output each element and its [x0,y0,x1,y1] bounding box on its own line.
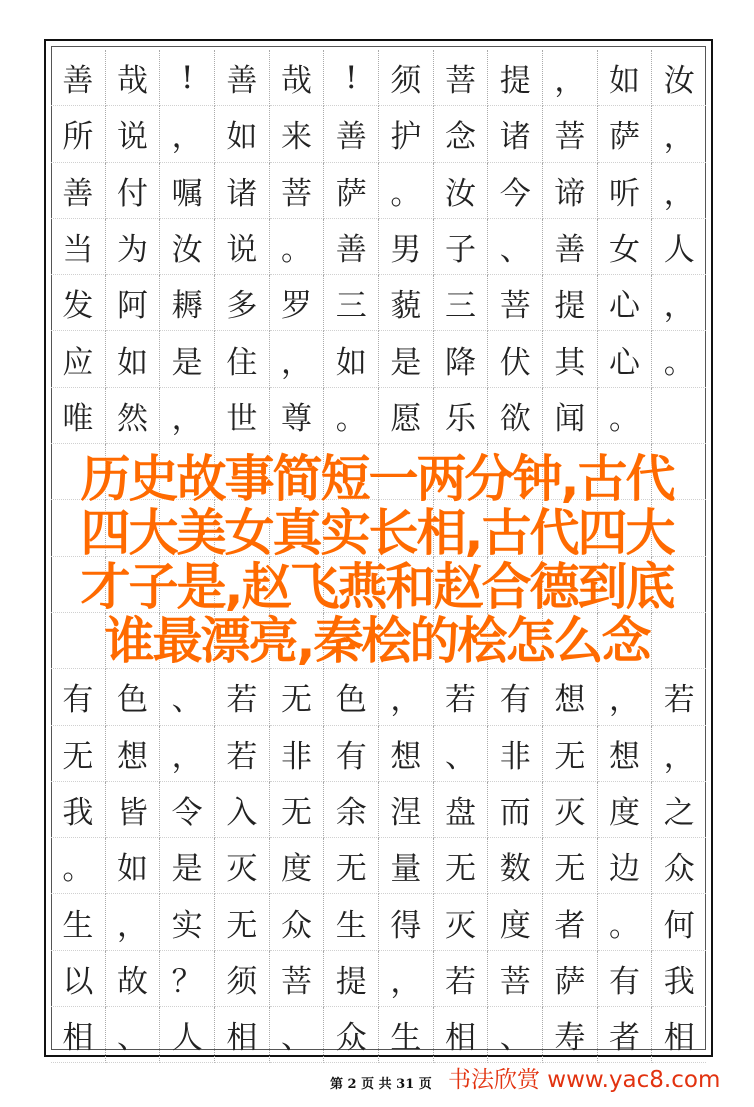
grid-cell: 涅 [379,782,434,838]
grid-row [51,163,706,219]
grid-cell: 而 [488,782,543,838]
grid-cell: 无 [215,894,270,950]
grid-cell: 皆 [106,782,161,838]
grid-cell: 善 [51,50,106,106]
grid-row [51,669,706,725]
grid-cell: 诸 [215,163,270,219]
grid-cell: 尊 [270,388,325,444]
grid-cell: 我 [652,951,706,1007]
grid-cell: ， [652,163,706,219]
grid-row [51,331,706,387]
grid-cell: 善 [543,219,598,275]
grid-cell: 说 [106,106,161,162]
title-line-4: 谁最漂亮,秦桧的桧怎么念 [104,612,650,670]
grid-row [51,782,706,838]
grid-cell: 付 [106,163,161,219]
grid-cell: 若 [652,669,706,725]
grid-cell: 想 [543,669,598,725]
grid-cell: 然 [106,388,161,444]
grid-cell: 、 [160,669,215,725]
grid-cell: 护 [379,106,434,162]
grid-cell: 者 [543,894,598,950]
grid-row [51,388,706,444]
grid-cell: 愿 [379,388,434,444]
grid-cell: 。 [379,163,434,219]
grid-cell: ， [379,669,434,725]
grid-cell: 如 [106,331,161,387]
grid-cell: 如 [598,50,653,106]
grid-cell: 多 [215,275,270,331]
grid-cell: ， [652,275,706,331]
grid-cell: 菩 [488,275,543,331]
grid-cell: 相 [652,1007,706,1063]
grid-cell: 众 [652,838,706,894]
grid-cell: ， [270,331,325,387]
grid-row [51,50,706,106]
grid-cell: 萨 [598,106,653,162]
grid-cell: 阿 [106,275,161,331]
grid-cell: 闻 [543,388,598,444]
grid-cell: 善 [51,163,106,219]
page-number: 第 2 页 共 31 页 [330,1077,432,1092]
grid-cell: 灭 [434,894,489,950]
grid-cell: 乐 [434,388,489,444]
grid-cell: 生 [379,1007,434,1063]
grid-cell: 是 [160,331,215,387]
grid-cell: 当 [51,219,106,275]
site-watermark: 书法欣赏 www.yac8.com [448,1067,721,1093]
grid-cell: 菩 [270,951,325,1007]
grid-cell: 若 [215,726,270,782]
grid-cell: 哉 [106,50,161,106]
grid-cell: 男 [379,219,434,275]
grid-cell: 盘 [434,782,489,838]
grid-row [51,219,706,275]
grid-cell: 心 [598,331,653,387]
grid-cell: ， [160,388,215,444]
grid-cell: 色 [324,669,379,725]
grid-cell: 菩 [488,951,543,1007]
grid-cell: 之 [652,782,706,838]
grid-cell: 人 [160,1007,215,1063]
grid-row [51,106,706,162]
grid-cell: 说 [215,219,270,275]
grid-cell: 汝 [160,219,215,275]
grid-cell: 菩 [270,163,325,219]
grid-cell: 女 [598,219,653,275]
grid-cell: 汝 [652,50,706,106]
grid-cell: 有 [598,951,653,1007]
grid-cell: 世 [215,388,270,444]
grid-cell: ， [652,726,706,782]
grid-cell: 度 [270,838,325,894]
grid-cell: 数 [488,838,543,894]
grid-cell: 寿 [543,1007,598,1063]
grid-cell: 须 [215,951,270,1007]
grid-cell: 萨 [543,951,598,1007]
grid-cell: 边 [598,838,653,894]
grid-cell: 善 [215,50,270,106]
grid-cell: 非 [270,726,325,782]
grid-cell: 生 [324,894,379,950]
grid-cell: 若 [434,951,489,1007]
grid-cell: 余 [324,782,379,838]
grid-cell: 如 [215,106,270,162]
grid-cell: 想 [106,726,161,782]
grid-cell: 心 [598,275,653,331]
grid-cell: 嘱 [160,163,215,219]
grid-row [51,275,706,331]
grid-cell: 、 [488,219,543,275]
grid-cell: 无 [324,838,379,894]
grid-cell: 罗 [270,275,325,331]
grid-row [51,838,706,894]
grid-cell: 提 [324,951,379,1007]
grid-cell: 人 [652,219,706,275]
title-line-1: 历史故事简短一两分钟,古代 [80,450,674,508]
grid-cell: 以 [51,951,106,1007]
grid-cell: 菩 [434,50,489,106]
grid-cell: 降 [434,331,489,387]
grid-cell: 听 [598,163,653,219]
grid-cell: 所 [51,106,106,162]
grid-cell: ， [106,894,161,950]
grid-cell: 想 [598,726,653,782]
grid-cell: 无 [51,726,106,782]
grid-cell: ， [543,50,598,106]
grid-cell: 有 [488,669,543,725]
grid-cell: 。 [598,388,653,444]
grid-cell: 应 [51,331,106,387]
grid-cell: 想 [379,726,434,782]
grid-row [51,1007,706,1063]
grid-cell: 子 [434,219,489,275]
grid-cell: 善 [324,106,379,162]
grid-cell: 有 [51,669,106,725]
article-title-overlay [0,452,754,668]
grid-cell: 发 [51,275,106,331]
grid-cell: ， [652,106,706,162]
grid-cell: 是 [160,838,215,894]
grid-cell [652,388,706,444]
grid-cell: ， [160,726,215,782]
grid-cell: ， [379,951,434,1007]
grid-cell: ! [324,50,379,106]
grid-cell: 故 [106,951,161,1007]
grid-cell: 相 [215,1007,270,1063]
grid-cell: 入 [215,782,270,838]
grid-row [51,894,706,950]
grid-cell: 我 [51,782,106,838]
grid-cell: 来 [270,106,325,162]
grid-cell: 。 [324,388,379,444]
grid-cell: 提 [543,275,598,331]
grid-cell: 善 [324,219,379,275]
grid-cell: 非 [488,726,543,782]
grid-cell: 无 [434,838,489,894]
grid-cell: 众 [324,1007,379,1063]
grid-cell: 谛 [543,163,598,219]
grid-cell: 。 [652,331,706,387]
grid-cell: 诸 [488,106,543,162]
grid-cell: 今 [488,163,543,219]
grid-cell: 众 [270,894,325,950]
grid-cell: 相 [434,1007,489,1063]
grid-cell: 色 [106,669,161,725]
grid-cell: 其 [543,331,598,387]
grid-cell: 唯 [51,388,106,444]
grid-cell: 无 [543,726,598,782]
grid-cell: 提 [488,50,543,106]
grid-row [51,726,706,782]
grid-cell: 如 [106,838,161,894]
grid-cell: 相 [51,1007,106,1063]
grid-cell: 灭 [215,838,270,894]
grid-cell: 有 [324,726,379,782]
grid-cell: 藐 [379,275,434,331]
grid-cell: 何 [652,894,706,950]
grid-cell: 如 [324,331,379,387]
grid-row [51,951,706,1007]
grid-cell: 无 [270,669,325,725]
grid-cell: ， [598,669,653,725]
grid-cell: 度 [598,782,653,838]
grid-cell: 萨 [324,163,379,219]
grid-cell: 得 [379,894,434,950]
grid-cell: 。 [270,219,325,275]
title-line-3: 才子是,赵飞燕和赵合德到底 [80,558,674,616]
title-line-2: 四大美女真实长相,古代四大 [80,504,674,562]
grid-cell: 无 [270,782,325,838]
grid-cell: ! [160,50,215,106]
grid-cell: 者 [598,1007,653,1063]
grid-cell: 。 [51,838,106,894]
grid-cell: 耨 [160,275,215,331]
grid-cell: 。 [598,894,653,950]
grid-cell: 念 [434,106,489,162]
grid-cell: 令 [160,782,215,838]
grid-cell: 无 [543,838,598,894]
grid-cell: 度 [488,894,543,950]
grid-cell: 三 [434,275,489,331]
grid-cell: 、 [488,1007,543,1063]
grid-cell: 欲 [488,388,543,444]
grid-cell: 、 [434,726,489,782]
grid-cell: 生 [51,894,106,950]
grid-cell: 哉 [270,50,325,106]
grid-cell: 三 [324,275,379,331]
grid-cell: 须 [379,50,434,106]
grid-cell: 、 [270,1007,325,1063]
grid-cell: ， [160,106,215,162]
grid-cell: 住 [215,331,270,387]
grid-cell: 若 [215,669,270,725]
grid-cell: 、 [106,1007,161,1063]
grid-cell: 是 [379,331,434,387]
grid-cell: 若 [434,669,489,725]
grid-cell: 灭 [543,782,598,838]
grid-cell: 伏 [488,331,543,387]
grid-cell: 实 [160,894,215,950]
grid-cell: 量 [379,838,434,894]
grid-cell: 汝 [434,163,489,219]
grid-cell: ？ [160,951,215,1007]
grid-cell: 菩 [543,106,598,162]
grid-cell: 为 [106,219,161,275]
